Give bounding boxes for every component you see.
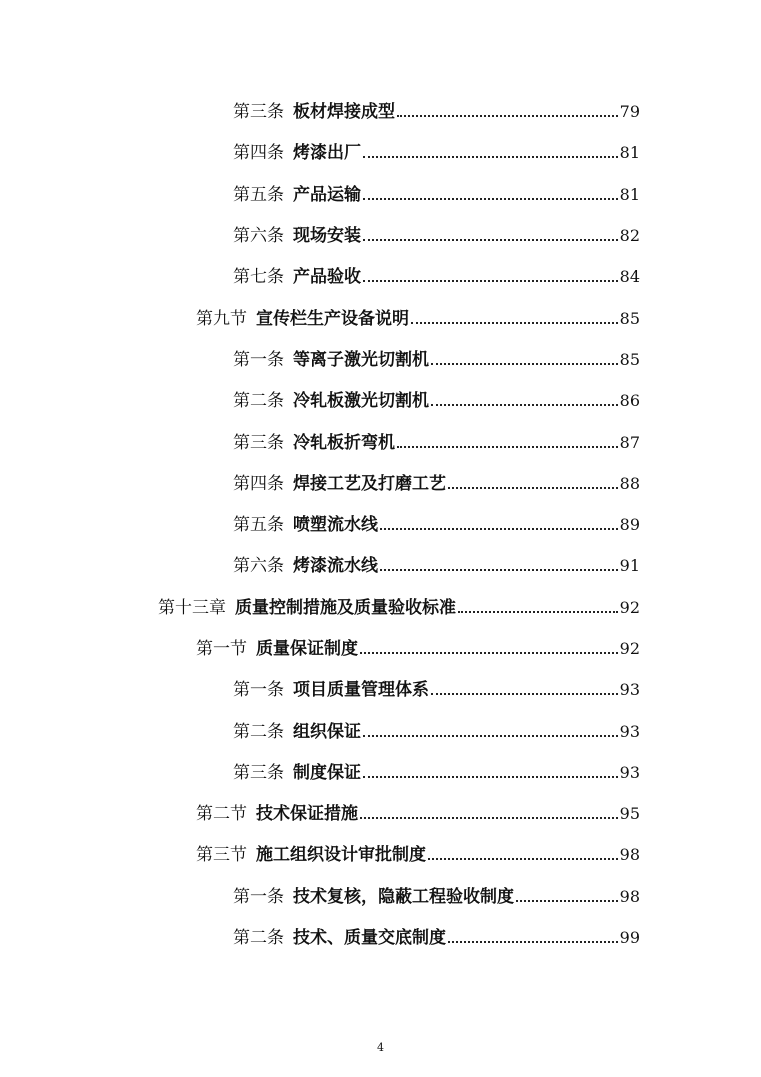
toc-entry[interactable] xyxy=(0,791,761,832)
toc-entry-title: 焊接工艺及打磨工艺 xyxy=(293,473,446,494)
toc-entry[interactable] xyxy=(0,213,761,254)
toc-entry[interactable] xyxy=(0,295,761,336)
toc-entry-title: 冷轧板激光切割机 xyxy=(293,391,429,412)
dot-leader xyxy=(360,652,618,654)
dot-leader xyxy=(458,611,618,613)
toc-entry-title: 技术、质量交底制度 xyxy=(293,928,446,949)
toc-entry-number: 第五条 xyxy=(233,184,284,205)
toc-entry-page: 87 xyxy=(619,432,640,452)
toc-entry-page: 98 xyxy=(619,845,640,865)
toc-entry-page: 91 xyxy=(619,556,640,576)
toc-entry[interactable] xyxy=(0,874,761,915)
toc-entry-page: 98 xyxy=(619,886,640,906)
toc-entry[interactable] xyxy=(0,543,761,584)
toc-entry-number: 第二条 xyxy=(233,721,284,742)
dot-leader xyxy=(397,115,618,117)
toc-entry-page: 92 xyxy=(619,639,640,658)
toc-entry-page: 99 xyxy=(619,928,640,948)
toc-entry-title: 等离子激光切割机 xyxy=(293,349,429,370)
toc-entry-page: 93 xyxy=(619,680,640,700)
page-number: 4 xyxy=(377,1041,384,1054)
dot-leader xyxy=(448,941,618,943)
dot-leader xyxy=(431,693,618,695)
toc-entry-page: 81 xyxy=(619,143,640,163)
toc-entry[interactable] xyxy=(0,461,761,502)
toc-entry-number: 第三节 xyxy=(196,845,247,866)
toc-entry-title: 现场安装 xyxy=(293,226,361,247)
toc-entry-number: 第三条 xyxy=(233,102,284,123)
toc-entry[interactable] xyxy=(0,378,761,419)
dot-leader xyxy=(380,569,618,571)
toc-entry-number: 第三条 xyxy=(233,762,284,783)
toc-entry-number: 第二条 xyxy=(233,391,284,412)
dot-leader xyxy=(397,446,618,448)
toc-entry-page: 92 xyxy=(619,597,640,617)
toc-entry-title: 烤漆出厂 xyxy=(293,143,361,164)
dot-leader xyxy=(448,487,618,489)
toc-entry-title: 烤漆流水线 xyxy=(293,556,378,577)
toc-entry-number: 第二条 xyxy=(233,928,284,949)
toc-entry-title: 项目质量管理体系 xyxy=(293,680,429,701)
toc-entry-title: 技术复核，隐蔽工程验收制度 xyxy=(293,886,514,907)
dot-leader xyxy=(363,239,618,241)
toc-entry[interactable] xyxy=(0,254,761,295)
toc-entry-title: 产品验收 xyxy=(293,267,361,288)
toc-entry-number: 第六条 xyxy=(233,556,284,577)
toc-entry-page: 93 xyxy=(619,762,640,782)
dot-leader xyxy=(431,404,618,406)
toc-entry-title: 产品运输 xyxy=(293,184,361,205)
toc-entry-title: 冷轧板折弯机 xyxy=(293,432,395,453)
toc-entry-page: 85 xyxy=(619,308,640,328)
toc-entry-page: 85 xyxy=(619,349,640,369)
toc-entry-page: 93 xyxy=(619,721,640,741)
toc-entry-title: 制度保证 xyxy=(293,762,361,783)
toc-entry-number: 第二节 xyxy=(196,804,247,825)
toc-entry-number: 第一条 xyxy=(233,680,284,701)
toc-entry-title: 喷塑流水线 xyxy=(293,515,378,536)
toc-entry-number: 第四条 xyxy=(233,143,284,164)
toc-entry[interactable] xyxy=(0,667,761,708)
toc-entry[interactable] xyxy=(0,130,761,171)
toc-entry-page: 88 xyxy=(619,473,640,493)
toc-entry-number: 第四条 xyxy=(233,473,284,494)
toc-entry-title: 质量保证制度 xyxy=(256,639,358,659)
dot-leader xyxy=(363,198,618,200)
dot-leader xyxy=(360,817,618,819)
toc-entry-title: 宣传栏生产设备说明 xyxy=(256,308,409,329)
toc-entry[interactable] xyxy=(0,419,761,460)
toc-entry-number: 第一节 xyxy=(196,639,247,659)
toc-entry-page: 95 xyxy=(619,804,640,824)
dot-leader xyxy=(380,528,618,530)
dot-leader xyxy=(363,156,618,158)
toc-entry-number: 第六条 xyxy=(233,226,284,247)
toc-entry[interactable] xyxy=(0,750,761,791)
dot-leader xyxy=(411,322,618,324)
toc-entry[interactable] xyxy=(0,626,761,667)
toc-entry[interactable] xyxy=(0,89,761,130)
toc-entry-page: 79 xyxy=(619,102,640,122)
toc-entry-page: 81 xyxy=(619,184,640,204)
toc-entry-number: 第一条 xyxy=(233,349,284,370)
toc-entry-title: 施工组织设计审批制度 xyxy=(256,845,426,866)
toc-entry-page: 84 xyxy=(619,267,640,287)
toc-entry-number: 第九节 xyxy=(196,308,247,329)
dot-leader xyxy=(363,776,618,778)
toc-entry-title: 板材焊接成型 xyxy=(293,102,395,123)
toc-entry[interactable] xyxy=(0,915,761,956)
toc-entry-page: 86 xyxy=(619,391,640,411)
toc-entry-number: 第七条 xyxy=(233,267,284,288)
toc-entry-number: 第五条 xyxy=(233,515,284,536)
toc-entry[interactable] xyxy=(0,172,761,213)
toc-entry-number: 第十三章 xyxy=(158,597,226,618)
toc-entry-page: 82 xyxy=(619,226,640,246)
toc-entry-title: 组织保证 xyxy=(293,721,361,742)
toc-entry[interactable] xyxy=(0,832,761,873)
dot-leader xyxy=(428,858,618,860)
toc-entry[interactable] xyxy=(0,502,761,543)
toc-entry-page: 89 xyxy=(619,515,640,535)
dot-leader xyxy=(363,280,618,282)
toc-entry[interactable] xyxy=(0,708,761,749)
toc-entry-number: 第一条 xyxy=(233,886,284,907)
dot-leader xyxy=(516,900,618,902)
dot-leader xyxy=(363,735,618,737)
dot-leader xyxy=(431,363,618,365)
toc-entry[interactable] xyxy=(0,337,761,378)
table-of-contents xyxy=(0,89,761,956)
toc-entry-number: 第三条 xyxy=(233,432,284,453)
toc-entry-title: 质量控制措施及质量验收标准 xyxy=(235,597,456,618)
toc-entry[interactable] xyxy=(0,585,761,626)
toc-entry-title: 技术保证措施 xyxy=(256,804,358,825)
